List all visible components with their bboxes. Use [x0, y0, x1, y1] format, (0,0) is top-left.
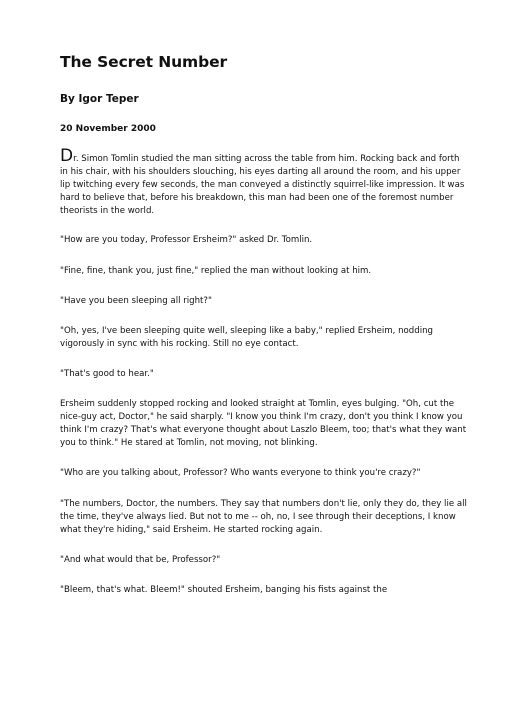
author-byline: By Igor Teper	[60, 93, 139, 105]
story-paragraph: "Who are you talking about, Professor? Who wants everyone to think you're crazy?"	[60, 468, 421, 479]
story-paragraph: "Bleem, that's what. Bleem!" shouted Ersheim, banging his fists against the	[60, 584, 388, 595]
opening-paragraph	[60, 146, 470, 218]
story-paragraph: Ersheim suddenly stopped rocking and looked straight at Tomlin, eyes bulging. "Oh, cut the nice-guy act, Doctor," he said sharply. "I know you think I'm crazy, don't you think I know you think I'm crazy? That's what everyone thought about Laszlo Bleem, too; that's what they want you to think." He stared at Tomlin, not moving, not blinking.	[60, 399, 467, 449]
story-paragraph: "Oh, yes, I've been sleeping quite well, sleeping like a baby," replied Ersheim, nodding vigorously in sync with his rocking. Still no eye contact.	[60, 325, 433, 349]
document-page	[60, 52, 470, 614]
publication-date: 20 November 2000	[60, 124, 156, 134]
story-paragraph: "Have you been sleeping all right?"	[60, 295, 212, 306]
document-title: The Secret Number	[60, 53, 228, 71]
story-body	[60, 146, 470, 597]
story-paragraph: "That's good to hear."	[60, 368, 154, 379]
story-paragraph: "How are you today, Professor Ersheim?" asked Dr. Tomlin.	[60, 235, 313, 246]
story-paragraph: "The numbers, Doctor, the numbers. They say that numbers don't lie, only they do, they lie all the time, they've always lied. But not to me -- oh, no, I see through their deceptions, I know what they're hiding," said Ersheim. He started rocking again.	[60, 498, 467, 535]
opening-paragraph-text: r. Simon Tomlin studied the man sitting across the table from him. Rocking back and forth in his chair, with his shoulders slouching, his eyes darting all around the room, and his upper lip twitching every few seconds, the man conveyed a distinctly squirrel-like impression. It was hard to believe that, before his breakdown, this man had been one of the foremost number theorists in the world.	[60, 154, 465, 217]
story-paragraph: "Fine, fine, thank you, just fine," replied the man without looking at him.	[60, 265, 372, 276]
story-paragraph: "And what would that be, Professor?"	[60, 554, 221, 565]
drop-cap: D	[60, 146, 74, 166]
